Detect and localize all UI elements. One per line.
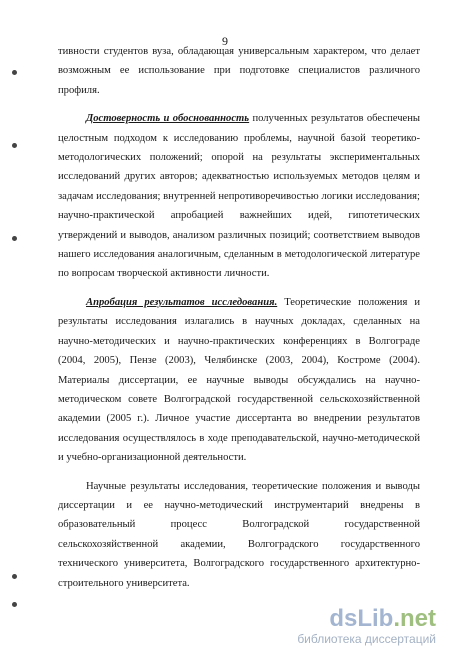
watermark-tagline: библиотека диссертаций bbox=[297, 632, 436, 646]
approbation-heading: Апробация результатов исследования. bbox=[86, 296, 278, 308]
binding-hole-mark bbox=[12, 574, 17, 579]
paragraph-approbation bbox=[58, 293, 420, 468]
watermark-brand: dsLib bbox=[329, 605, 394, 632]
paragraph-continuation: тивности студентов вуза, обладающая универсальным характером, что делает возможным ее использование при подготовке специалистов различного профиля. bbox=[58, 46, 420, 96]
body-text bbox=[58, 42, 420, 593]
binding-hole-mark bbox=[12, 602, 17, 607]
watermark-logo bbox=[297, 606, 436, 632]
dslib-watermark bbox=[297, 606, 436, 646]
binding-hole-mark bbox=[12, 143, 17, 148]
paragraph-reliability bbox=[58, 109, 420, 284]
page-number: 9 bbox=[222, 34, 228, 48]
binding-hole-mark bbox=[12, 236, 17, 241]
approbation-text: Теоретические положения и результаты исследования излагались в научных докладах, сделанных на научно-методических и научно-практических конференциях в Волгограде (2004, 2005), Пензе (2003), Челябинске (2003, 2004), Костроме (2004). Материалы диссертации, ее научные выводы обсуждались на научно-методическом совете Волгоградской государственной сельскохозяйственной академии (2005 г.). Личное участие диссертанта во внедрении результатов исследования осуществлялось в ходе преподавательской, научно-методической и учебно-организационной деятельности. bbox=[58, 296, 421, 464]
paragraph-implementation: Научные результаты исследования, теоретические положения и выводы диссертации и ее научно-методический инструментарий внедрены в образовательный процесс Волгоградской государственной сельскохозяйственной академии, Волгоградского государственного технического университета, Волгоградского государственного архитектурно-строительного университета. bbox=[58, 480, 420, 589]
watermark-tld: .net bbox=[393, 605, 436, 632]
binding-hole-mark bbox=[12, 70, 17, 75]
reliability-text: полученных результатов обеспечены целостным подходом к исследованию проблемы, научной базой теоретико-методологических положений; опорой на результаты экспериментальных исследований других авторов; адекватностью используемых методов целям и задачам исследования; внутренней непротиворечивостью логики исследования; научно-практической апробацией важнейших идей, гипотетических утверждений и выводов, анализом различных позиций; соответствием выводов нашего исследования аналогичным, сделанным в методологической литературе по вопросам творческой активности личности. bbox=[58, 113, 421, 280]
reliability-heading: Достоверность и обоснованность bbox=[86, 113, 250, 125]
